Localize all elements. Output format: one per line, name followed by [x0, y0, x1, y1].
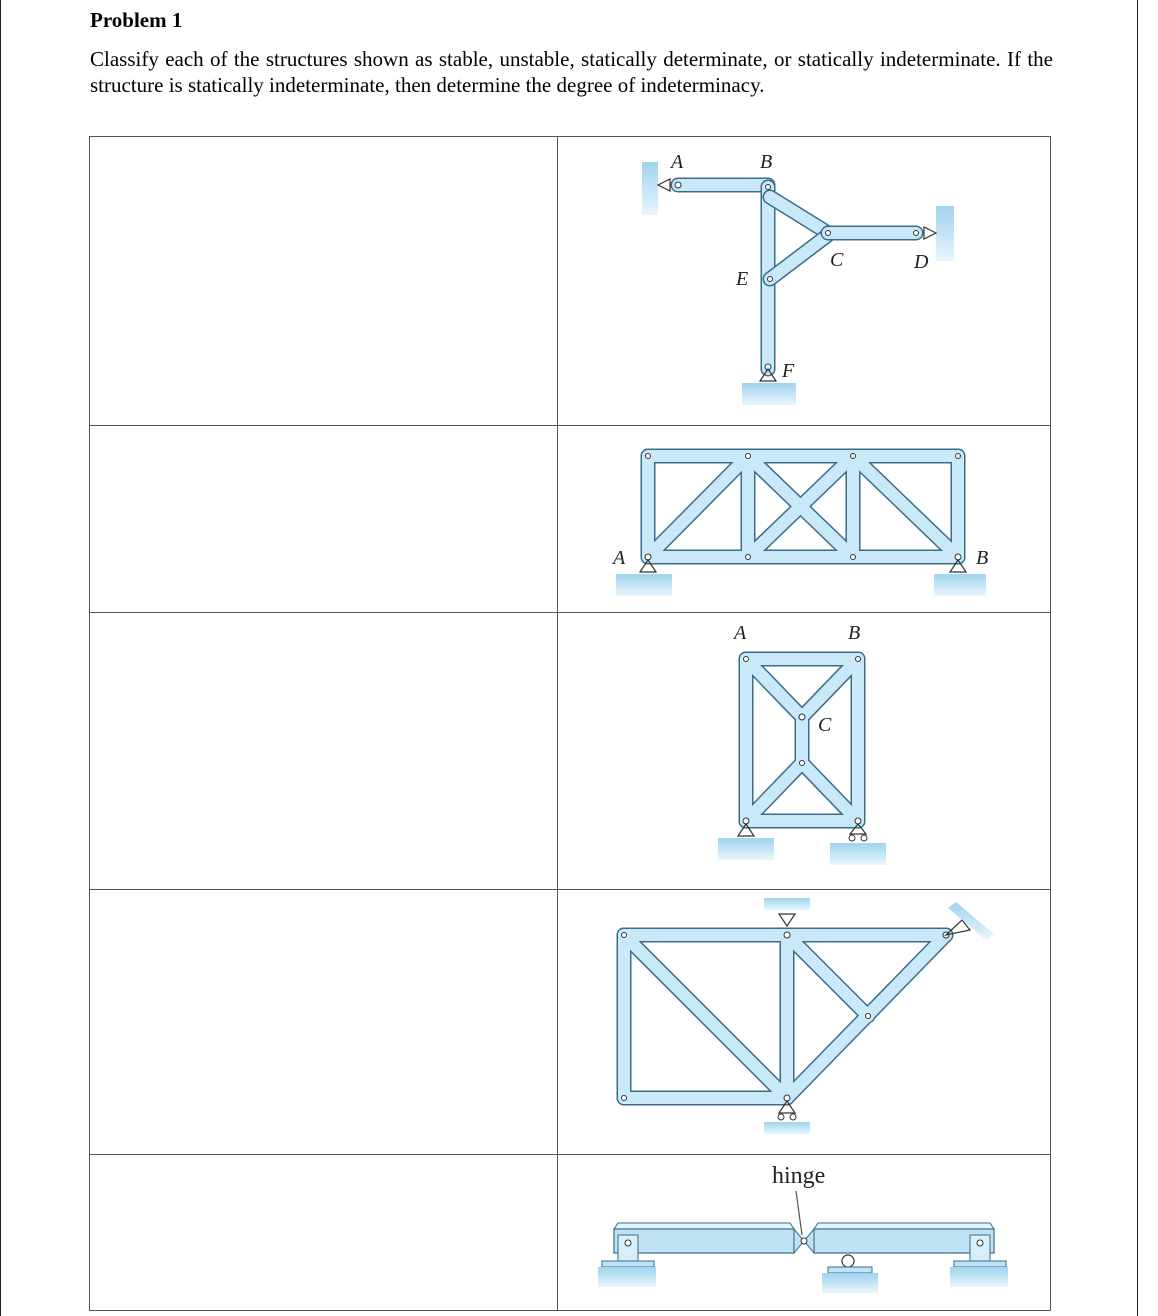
pin-joint [914, 231, 919, 236]
ground-support [742, 383, 796, 405]
figure-cell-1 [558, 137, 1051, 426]
ground-support [718, 838, 774, 860]
label-a: A [734, 622, 747, 644]
roller [849, 835, 855, 841]
left-beam [614, 1223, 794, 1253]
ceiling-support [764, 898, 810, 910]
roller-support-top [779, 914, 795, 926]
structure-1-figure [558, 137, 1050, 420]
label-a: A [671, 151, 684, 173]
pin-support [924, 227, 936, 239]
figure-cell-3 [558, 613, 1051, 890]
table-row [90, 1155, 1051, 1311]
label-b: B [848, 622, 861, 644]
ground-support [934, 574, 986, 596]
label-d: D [914, 251, 929, 273]
structure-2-figure [558, 426, 1050, 607]
pin-joint [826, 231, 831, 236]
label-e: E [736, 268, 749, 290]
pin-joint [675, 182, 681, 188]
table-row [90, 137, 1051, 426]
figure-cell-4 [558, 890, 1051, 1155]
label-b: B [976, 547, 989, 569]
fixed-wall-support [936, 206, 954, 261]
pin-support [658, 179, 670, 191]
pin-joint [766, 185, 771, 190]
figure-cell-2 [558, 426, 1051, 613]
structure-3-figure [558, 613, 1050, 884]
roller-support-middle [822, 1255, 878, 1293]
table-row [90, 890, 1051, 1155]
problem-statement: Classify each of the structures shown as stable, unstable, statically determinate, or statically indeterminate. If the structure is statically indeterminate, then determine the degree of indeterminacy. [90, 47, 1053, 97]
answer-cell-5[interactable] [90, 1155, 558, 1311]
inclined-surface [948, 902, 994, 940]
figure-cell-5 [558, 1155, 1051, 1311]
structure-4-figure [558, 890, 1050, 1149]
answer-cell-4[interactable] [90, 890, 558, 1155]
table-row [90, 613, 1051, 890]
answer-cell-1[interactable] [90, 137, 558, 426]
label-c: C [830, 249, 844, 271]
page-border-right [1137, 0, 1138, 1316]
label-a: A [613, 547, 626, 569]
hinge-pointer [796, 1191, 802, 1235]
label-b: B [760, 151, 773, 173]
pin-joint [768, 277, 773, 282]
label-hinge: hinge [772, 1163, 826, 1189]
roller [861, 835, 867, 841]
problem-title: Problem 1 [90, 8, 183, 32]
right-beam [814, 1223, 994, 1253]
fixed-wall-support [642, 162, 658, 215]
ground-support [830, 843, 886, 865]
answer-cell-2[interactable] [90, 426, 558, 613]
structures-table [89, 136, 1051, 1311]
page-border-left [0, 0, 1, 1316]
label-f: F [782, 360, 795, 382]
ground-support [764, 1122, 810, 1134]
answer-cell-3[interactable] [90, 613, 558, 890]
ground-support [616, 574, 672, 596]
label-c: C [818, 714, 832, 736]
table-row [90, 426, 1051, 613]
structure-5-figure [558, 1155, 1050, 1305]
hinge-pin [801, 1238, 807, 1244]
